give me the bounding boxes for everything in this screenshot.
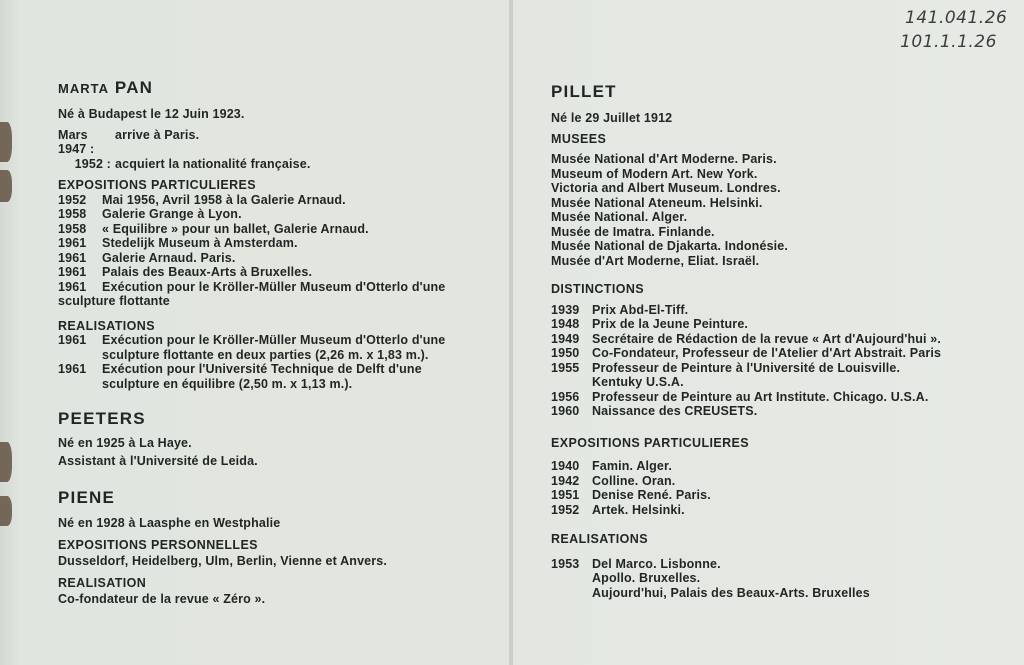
- section-heading: EXPOSITIONS PARTICULIERES: [551, 435, 749, 450]
- page-gutter: [509, 0, 513, 665]
- section-heading: REALISATIONS: [58, 318, 155, 333]
- entry-text: Professeur de Peinture à l'Université de Louisville.: [592, 360, 901, 375]
- year: 1939: [551, 302, 580, 317]
- list-item: Musée National. Alger.: [551, 210, 688, 224]
- pillet-real-list: [551, 557, 991, 601]
- entry-text: Galerie Arnaud. Paris.: [102, 250, 236, 265]
- section-heading: MUSEES: [551, 131, 607, 146]
- distinctions-list: [551, 303, 991, 419]
- entry-text: Exécution pour l'Université Technique de Delft d'une: [102, 362, 422, 376]
- year: 1956: [551, 389, 580, 404]
- entry-text: Artek. Helsinki.: [592, 502, 685, 517]
- left-column: [58, 78, 498, 607]
- entry-text: Stedelijk Museum à Amsterdam.: [102, 236, 298, 250]
- list-item: [551, 390, 991, 405]
- entry-text: Secrétaire de Rédaction de la revue « Art d'Aujourd'hui ».: [592, 331, 941, 346]
- year: 1942: [551, 473, 580, 488]
- list-item: [551, 317, 991, 332]
- pillet-born: Né le 29 Juillet 1912: [551, 111, 673, 125]
- year: 1940: [551, 459, 580, 473]
- move-text: arrive à Paris.: [115, 127, 200, 142]
- entry-text: Colline. Oran.: [592, 473, 676, 488]
- list-item: [551, 404, 991, 419]
- first-name: MARTA: [58, 81, 109, 96]
- list-item: [551, 361, 991, 376]
- right-column: [551, 82, 991, 600]
- year: 1953: [551, 556, 580, 571]
- year: 1955: [551, 360, 580, 375]
- list-item: Musée de Imatra. Finlande.: [551, 224, 715, 239]
- entry-continuation: Kentuky U.S.A.: [592, 375, 684, 389]
- year: 1961: [58, 362, 87, 376]
- list-item: [551, 346, 991, 361]
- list-item: [58, 333, 498, 348]
- entry-text: Exécution pour le Kröller-Müller Museum d'Otterlo d'une: [102, 333, 446, 347]
- artist-name-pan: [58, 78, 498, 99]
- section-heading: EXPOSITIONS PERSONNELLES: [58, 537, 258, 552]
- entry-text: Professeur de Peinture au Art Institute. Chicago. U.S.A.: [592, 389, 929, 404]
- artist-name-piene: PIENE: [58, 488, 116, 507]
- binding-hole-mark: [0, 122, 12, 162]
- move-row: [58, 128, 498, 157]
- list-item: Musée National d'Art Moderne. Paris.: [551, 152, 777, 166]
- list-item: [58, 280, 498, 295]
- entry-text: Palais des Beaux-Arts à Bruxelles.: [102, 265, 313, 279]
- entry-continuation: sculpture flottante en deux parties (2,26 m. x 1,83 m.).: [102, 347, 429, 362]
- year: 1958: [58, 221, 87, 236]
- list-item: [58, 207, 498, 222]
- entry-text: Naissance des CREUSETS.: [592, 404, 758, 418]
- section-heading: DISTINCTIONS: [551, 282, 644, 296]
- entry-text: Exécution pour le Kröller-Müller Museum d'Otterlo d'une: [102, 279, 446, 294]
- list-item: [58, 222, 498, 237]
- piene-real: Co-fondateur de la revue « Zéro ».: [58, 592, 266, 606]
- year: 1949: [551, 331, 580, 346]
- year: 1961: [58, 279, 87, 294]
- binding-hole-mark: [0, 496, 12, 526]
- artist-name-pillet: PILLET: [551, 82, 617, 101]
- list-item: [551, 332, 991, 347]
- list-item: [58, 236, 498, 251]
- pillet-expos-list: [551, 459, 991, 517]
- musees-list: [551, 152, 991, 268]
- entry-continuation: sculpture en équilibre (2,50 m. x 1,13 m.).: [102, 376, 353, 391]
- list-item: Musée d'Art Moderne, Eliat. Israël.: [551, 253, 760, 268]
- entry-text: « Equilibre » pour un ballet, Galerie Arnaud.: [102, 221, 369, 236]
- move-text: acquiert la nationalité française.: [115, 156, 311, 171]
- entry-text: Mai 1956, Avril 1958 à la Galerie Arnaud.: [102, 192, 346, 207]
- pencil-note-2: 101.1.1.26: [900, 32, 997, 52]
- list-item: [551, 303, 991, 318]
- pan-born: Né à Budapest le 12 Juin 1923.: [58, 107, 245, 121]
- list-item: [58, 362, 498, 377]
- move-date: Mars 1947 :: [58, 127, 95, 156]
- binding-hole-mark: [0, 170, 12, 202]
- year: 1950: [551, 346, 580, 360]
- list-item: [551, 503, 991, 518]
- list-item: [551, 557, 991, 572]
- entry-text: Denise René. Paris.: [592, 488, 711, 502]
- section-heading: REALISATION: [58, 575, 147, 590]
- list-item: [58, 251, 498, 266]
- piene-expos: Dusseldorf, Heidelberg, Ulm, Berlin, Vienne et Anvers.: [58, 554, 388, 568]
- list-item: Victoria and Albert Museum. Londres.: [551, 181, 781, 195]
- year: 1958: [58, 207, 87, 221]
- entry-text: Prix de la Jeune Peinture.: [592, 317, 749, 331]
- pan-moves: [58, 128, 498, 172]
- year: 1961: [58, 333, 87, 347]
- list-item: [551, 474, 991, 489]
- list-item: Musée National de Djakarta. Indonésie.: [551, 239, 789, 253]
- entry-text: Co-Fondateur, Professeur de l'Atelier d'Art Abstrait. Paris: [592, 346, 942, 360]
- section-heading: EXPOSITIONS PARTICULIERES: [58, 178, 256, 192]
- year: 1960: [551, 404, 580, 418]
- pan-expos-list: [58, 193, 498, 309]
- list-item: [58, 193, 498, 208]
- year: 1952: [551, 502, 580, 517]
- entry-text: Famin. Alger.: [592, 459, 672, 473]
- year: 1951: [551, 488, 580, 502]
- artist-name-peeters: PEETERS: [58, 409, 146, 428]
- year: 1952: [58, 192, 87, 207]
- binding-hole-mark: [0, 442, 12, 482]
- entry-text: Galerie Grange à Lyon.: [102, 207, 242, 221]
- year: 1961: [58, 236, 87, 250]
- year: 1948: [551, 317, 580, 331]
- piene-born: Né en 1928 à Laasphe en Westphalie: [58, 516, 281, 530]
- section-heading: REALISATIONS: [551, 532, 648, 546]
- last-name: PAN: [114, 78, 154, 97]
- peeters-line: Né en 1925 à La Haye.: [58, 436, 192, 450]
- entry-continuation: sculpture flottante: [58, 294, 170, 308]
- pencil-note-1: 141.041.26: [905, 8, 1008, 28]
- year: 1961: [58, 250, 87, 265]
- list-item: Museum of Modern Art. New York.: [551, 166, 758, 181]
- list-item: Musée National Ateneum. Helsinki.: [551, 195, 763, 210]
- list-item: [551, 488, 991, 503]
- list-item: [58, 265, 498, 280]
- entry-continuation: Apollo. Bruxelles.: [592, 571, 701, 585]
- move-row: [58, 157, 498, 172]
- entry-continuation: Aujourd'hui, Palais des Beaux-Arts. Bruxelles: [592, 585, 870, 600]
- pan-real-list: [58, 333, 498, 391]
- entry-text: Prix Abd-El-Tiff.: [592, 302, 689, 317]
- move-date: 1952 :: [74, 156, 111, 171]
- entry-text: Del Marco. Lisbonne.: [592, 556, 721, 571]
- year: 1961: [58, 265, 87, 279]
- peeters-line: Assistant à l'Université de Leida.: [58, 453, 258, 468]
- list-item: [551, 459, 991, 474]
